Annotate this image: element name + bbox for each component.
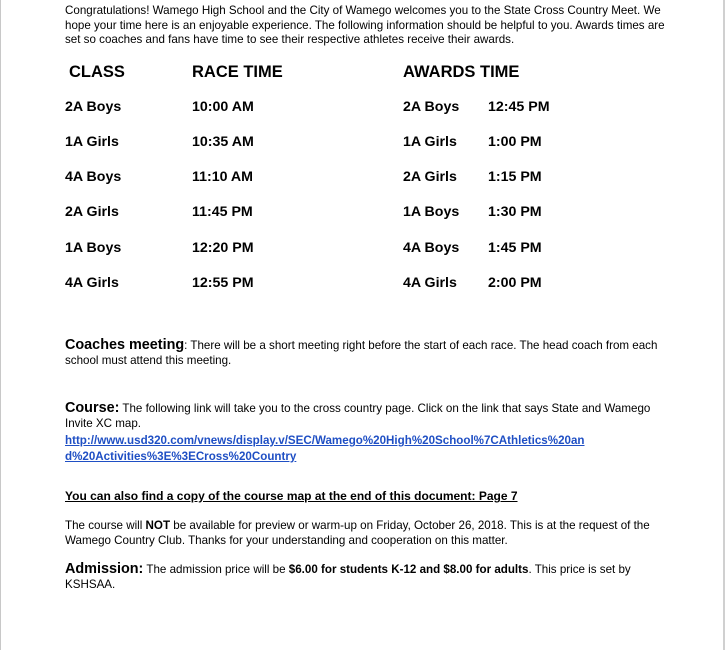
course-link-line2: d%20Activities%3E%3ECross%20Country — [65, 450, 297, 463]
award-time: 1:00 PM — [488, 134, 542, 150]
course-link[interactable] — [65, 434, 585, 463]
course-link-line1: http://www.usd320.com/vnews/display.v/SEC/Wamego%20High%20School%7CAthletics%20an — [65, 434, 585, 447]
admission-price: $6.00 for students K-12 and $8.00 for adults — [288, 563, 529, 576]
race-time: 10:35 AM — [192, 134, 254, 150]
award-time: 1:15 PM — [488, 169, 542, 185]
preview-post: be available for preview or warm-up on Friday, October 26, 2018. This is at the request of the Wamego Country Club. Thanks for your understanding and cooperation on this matter. — [65, 519, 650, 547]
award-time: 2:00 PM — [488, 275, 542, 291]
preview-notice — [65, 518, 665, 548]
award-class: 4A Girls — [403, 275, 457, 291]
course-text: The following link will take you to the cross country page. Click on the link that says State and Wamego Invite XC map. — [65, 402, 651, 430]
admission-text-pre: The admission price will be — [143, 563, 289, 576]
preview-not: NOT — [145, 519, 171, 532]
course-section — [65, 401, 660, 431]
course-map-note: You can also find a copy of the course map at the end of this document: Page 7 — [65, 489, 518, 503]
award-time: 1:30 PM — [488, 204, 542, 220]
award-time: 1:45 PM — [488, 240, 542, 256]
intro-paragraph: Congratulations! Wamego High School and the City of Wamego welcomes you to the State Cross Country Meet. We hope your time here is an enjoyable experience. The following information should be helpful to you. Awards times are set so coaches and fans have time to see their respective athletes receive their awards. — [65, 4, 665, 47]
course-label: Course: — [65, 400, 120, 416]
race-time: 10:00 AM — [192, 99, 254, 115]
race-class: 2A Boys — [65, 99, 122, 115]
admission-label: Admission: — [65, 561, 144, 577]
coaches-meeting-text: : There will be a short meeting right before the start of each race. The head coach from each school must attend this meeting. — [65, 339, 658, 367]
race-class: 1A Girls — [65, 134, 119, 150]
race-time: 11:45 PM — [192, 204, 253, 220]
header-class: CLASS — [69, 63, 125, 81]
award-class: 2A Boys — [403, 99, 460, 115]
race-class: 1A Boys — [65, 240, 122, 256]
award-class: 4A Boys — [403, 240, 460, 256]
award-time: 12:45 PM — [488, 99, 550, 115]
race-class: 2A Girls — [65, 204, 119, 220]
award-class: 1A Boys — [403, 204, 460, 220]
award-class: 2A Girls — [403, 169, 457, 185]
coaches-meeting-section — [65, 338, 665, 368]
preview-pre: The course will — [65, 519, 146, 532]
course-link-block — [65, 432, 585, 464]
race-class: 4A Boys — [65, 169, 122, 185]
admission-section — [65, 562, 655, 592]
coaches-meeting-label: Coaches meeting — [65, 337, 185, 353]
race-time: 11:10 AM — [192, 169, 253, 185]
header-race-time: RACE TIME — [192, 63, 283, 81]
race-time: 12:55 PM — [192, 275, 254, 291]
race-class: 4A Girls — [65, 275, 119, 291]
award-class: 1A Girls — [403, 134, 457, 150]
race-time: 12:20 PM — [192, 240, 254, 256]
page-left-edge — [0, 0, 1, 650]
admission-text-post: . This price is set by KSHSAA. — [65, 563, 631, 591]
header-awards-time: AWARDS TIME — [403, 63, 520, 81]
